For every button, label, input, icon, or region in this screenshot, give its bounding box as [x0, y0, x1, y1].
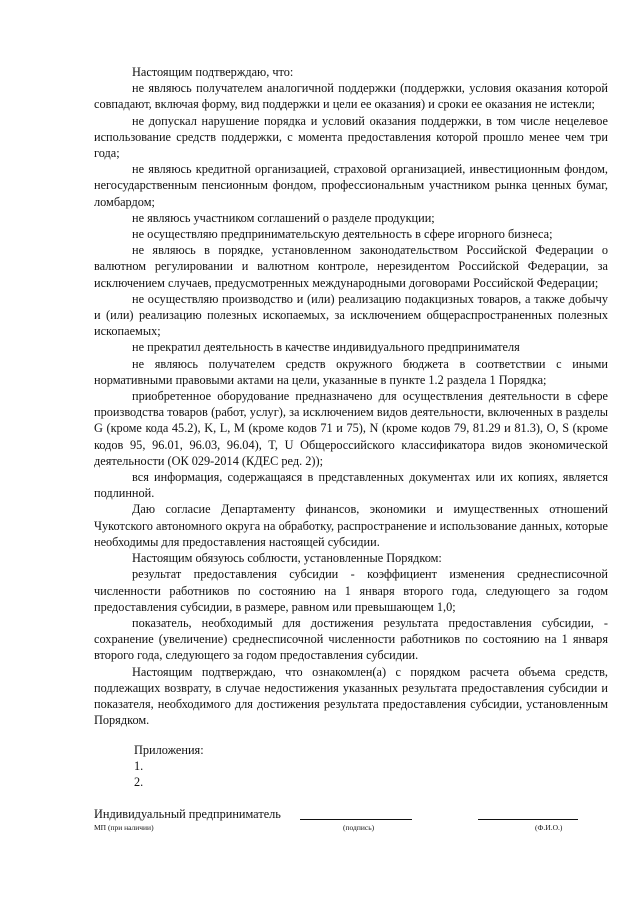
attachments-title: Приложения:	[134, 743, 204, 757]
fio-blank-line	[478, 819, 578, 820]
signature-caption: (подпись)	[343, 823, 375, 832]
paragraph-not-terminated: не прекратил деятельность в качестве индивидуального предпринимателя	[132, 340, 520, 355]
paragraph-result: результат предоставления субсидии - коэффициент изменения среднесписочной численности работников по состоянию на 1 января второго года, следующего за годом предоставления субсидии, в размере, равном или превышающем 1,0;	[94, 567, 608, 614]
signature-role-label: Индивидуальный предприниматель	[94, 807, 281, 821]
paragraph-no-violations: не допускал нарушение порядка и условий оказания поддержки, в том числе нецелевое использование средств поддержки, с момента предоставления которой прошло менее чем три года;	[94, 113, 608, 161]
stamp-note: МП (при наличии)	[94, 823, 154, 832]
paragraph-info-authentic: вся информация, содержащаяся в представленных документах или их копиях, является подлинной.	[94, 470, 608, 501]
signature-blank-line	[300, 819, 412, 820]
paragraph-no-gambling: не осуществляю предпринимательскую деятельность в сфере игорного бизнеса;	[132, 227, 553, 242]
paragraph-not-nonresident: не являюсь в порядке, установленном законодательством Российской Федерации о валютном регулировании и валютном контроле, нерезидентом Российской Федерации, за исключением случаев, предусмотренных международными договорами Российской Федерации;	[94, 243, 608, 290]
paragraph-no-excise: не осуществляю производство и (или) реализацию подакцизных товаров, а также добычу и (или) реализацию полезных ископаемых, за исключением общераспространенных полезных ископаемых;	[94, 291, 608, 339]
intro-paragraph: Настоящим подтверждаю, что:	[132, 65, 294, 79]
paragraph-obligation: Настоящим обязуюсь соблюсти, установленные Порядком:	[132, 551, 442, 566]
fio-caption: (Ф.И.О.)	[535, 823, 563, 832]
paragraph-consent: Даю согласие Департаменту финансов, экономики и имущественных отношений Чукотского автономного округа на обработку, распространение и использование данных, которые необходимы для предоставления настоящей субсидии.	[94, 502, 608, 549]
attachments-block	[134, 742, 204, 791]
paragraph-not-credit-org: не являюсь кредитной организацией, страховой организацией, инвестиционным фондом, негосударственным пенсионным фондом, профессиональным участником рынка ценных бумаг, ломбардом;	[94, 162, 608, 209]
document-body	[94, 64, 608, 728]
paragraph-indicator: показатель, необходимый для достижения результата предоставления субсидии, - сохранение (увеличение) среднесписочной численности работников по состоянию на 1 января второго года, следующего за годом предоставления субсидии.	[94, 615, 608, 663]
paragraph-not-psa-participant: не являюсь участником соглашений о разделе продукции;	[132, 210, 435, 225]
attachment-item: 2.	[134, 775, 144, 790]
paragraph-acknowledgement: Настоящим подтверждаю, что ознакомлен(а) с порядком расчета объема средств, подлежащих возврату, в случае недостижения указанных результата предоставления субсидии и показателя, необходимого для достижения результата предоставления субсидии, установленным Порядком.	[94, 664, 608, 728]
paragraph-equipment-purpose: приобретенное оборудование предназначено для осуществления деятельности в сфере производства товаров (работ, услуг), за исключением видов деятельности, включенных в разделы G (кроме кода 45.2), K, L, M (кроме кодов 71 и 75), N (кроме кодов 79, 81.29 и 81.3), O, S (кроме кодов 95, 96.01, 96.03, 96.04), T, U Общероссийского классификатора видов экономической деятельности (ОК 029-2014 (КДЕС ред. 2));	[94, 389, 608, 468]
attachment-item: 1.	[134, 759, 144, 774]
paragraph-no-similar-support: не являюсь получателем аналогичной поддержки (поддержки, условия оказания которой совпадают, включая форму, вид поддержки и цели ее оказания) и сроки ее оказания не истекли;	[94, 81, 608, 112]
paragraph-no-budget-funds: не являюсь получателем средств окружного бюджета в соответствии с иными нормативными правовыми актами на цели, указанные в пункте 1.2 раздела 1 Порядка;	[94, 356, 608, 387]
